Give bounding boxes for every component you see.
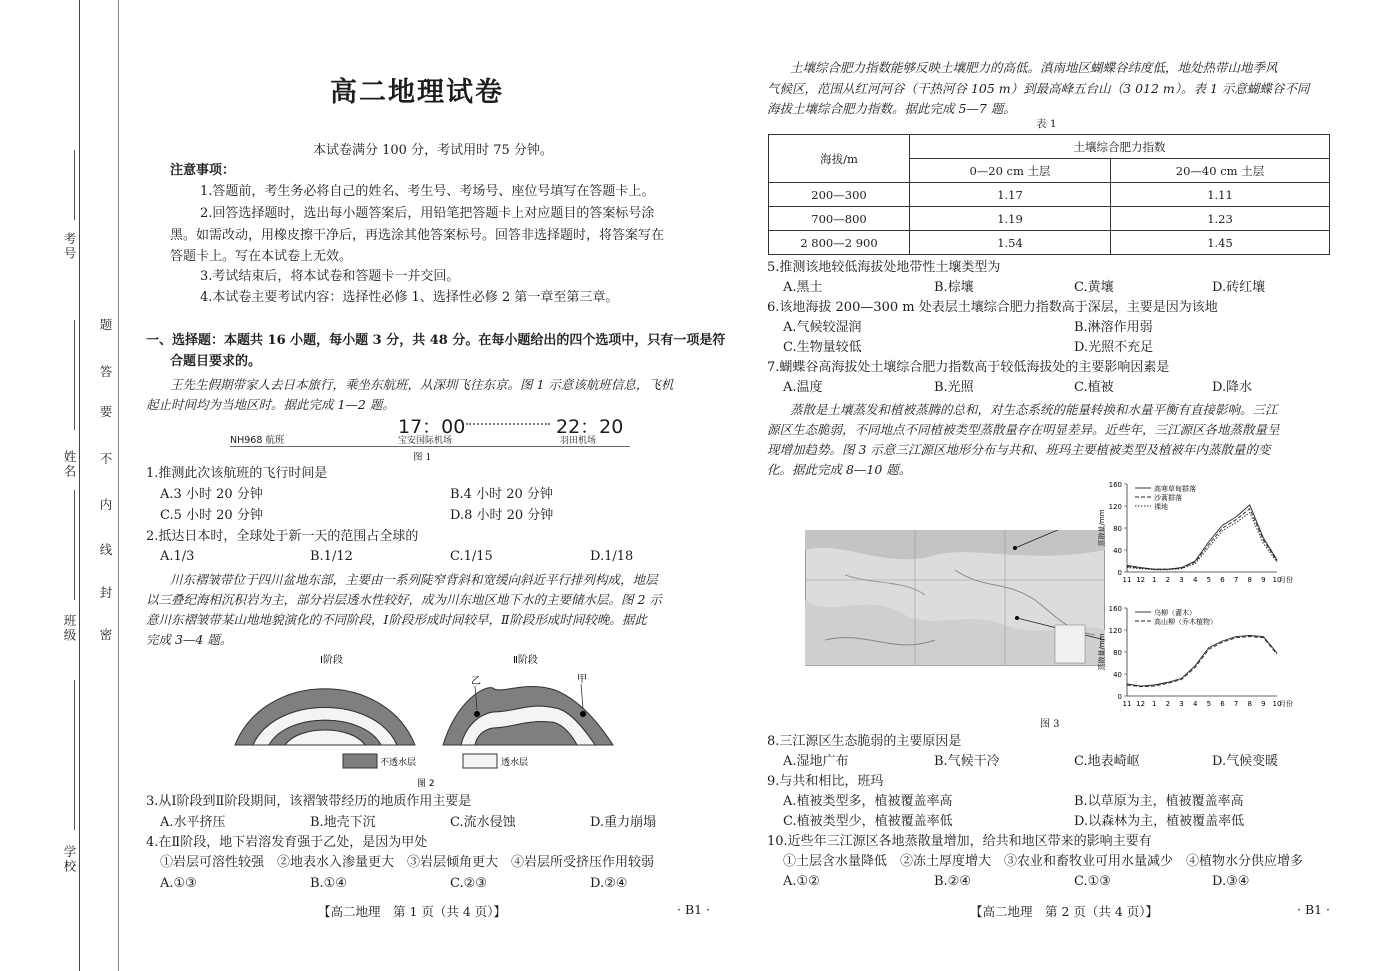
x-tick-label: 8 (1247, 576, 1252, 584)
name-label: 姓名 (62, 450, 77, 479)
x-tick-label: 6 (1220, 576, 1225, 584)
y-tick-label: 0 (1117, 693, 1122, 701)
binding-dotted-line (79, 0, 80, 971)
cell-altitude: 700—800 (769, 207, 910, 231)
q8-option-b[interactable]: B.气候干冷 (934, 754, 1000, 769)
q2-option-a[interactable]: A.1/3 (160, 549, 195, 564)
q1-option-d[interactable]: D.8 小时 20 分钟 (450, 508, 554, 523)
q7-option-a[interactable]: A.温度 (783, 380, 823, 395)
soil-fertility-table (768, 134, 1330, 255)
seal-char: 线 (98, 543, 113, 558)
cell-subsoil: 1.23 (1111, 207, 1330, 231)
legend-label: 裸地 (1154, 503, 1168, 511)
page-1-code: · B1 · (677, 902, 711, 917)
q2-option-b[interactable]: B.1/12 (310, 549, 353, 564)
x-tick-label: 11 (1122, 576, 1132, 584)
seal-char: 题 (98, 318, 113, 333)
note-line: 答题卡上。写在本试卷上无效。 (170, 249, 353, 264)
seal-char: 不 (98, 452, 113, 467)
q5-option-a[interactable]: A.黑土 (783, 280, 823, 295)
q5-option-c[interactable]: C.黄壤 (1074, 280, 1114, 295)
x-tick-label: 12 (1136, 576, 1146, 584)
stage-2-fold (443, 686, 613, 745)
q9-option-a[interactable]: A.植被类型多，植被覆盖率高 (783, 794, 953, 809)
note-line: 黑。如需改动，用橡皮擦干净后，再选涂其他答案标号。回答非选择题时，将答案写在 (170, 228, 665, 243)
point-jia (580, 711, 586, 717)
x-tick-label: 5 (1206, 700, 1212, 708)
q7-option-b[interactable]: B.光照 (934, 380, 974, 395)
x-tick-label: 5 (1206, 576, 1212, 584)
y-axis-label: 蒸散量/mm (1098, 509, 1106, 547)
y-tick-label: 120 (1108, 503, 1122, 511)
q1-option-a[interactable]: A.3 小时 20 分钟 (160, 487, 263, 502)
seal-char: 要 (98, 405, 113, 420)
cell-topsoil: 1.19 (910, 207, 1111, 231)
q8-option-c[interactable]: C.地表崎岖 (1074, 754, 1140, 769)
q9-stem: 9.与共和相比，班玛 (767, 774, 884, 789)
page-title: 高二地理试卷 (330, 77, 504, 108)
q6-option-b[interactable]: B.淋溶作用弱 (1074, 320, 1153, 335)
class-label: 班级 (62, 614, 77, 643)
intro-8-10-cont: 源区生态脆弱，不同地点不同植被类型蒸散量存在明显差异。近些年，三江源区各地蒸散量呈 (767, 422, 1280, 437)
q8-stem: 8.三江源区生态脆弱的主要原因是 (767, 734, 962, 749)
y-tick-label: 160 (1108, 481, 1122, 489)
q5-option-b[interactable]: B.棕壤 (934, 280, 974, 295)
exam-no-line[interactable] (74, 150, 75, 220)
intro-3-4-cont: 意川东褶皱带某山地地貌演化的不同阶段，Ⅰ阶段形成时间较早，Ⅱ阶段形成时间较晚。据此 (146, 612, 647, 627)
name-line[interactable] (74, 320, 75, 430)
q10-option-a[interactable]: A.①② (783, 874, 820, 889)
intro-5-7-cont: 海拔土壤综合肥力指数。据此完成 5—7 题。 (767, 101, 1016, 116)
q2-option-c[interactable]: C.1/15 (450, 549, 493, 564)
departure-airport: 宝安国际机场 (398, 436, 453, 446)
x-tick-label: 2 (1165, 576, 1171, 584)
cell-altitude: 2 800—2 900 (769, 231, 910, 255)
q10-items: ①土层含水量降低 ②冻土厚度增大 ③农业和畜牧业可用水量减少 ④植物水分供应增多 (783, 854, 1304, 869)
series-line (1127, 636, 1277, 687)
x-tick-label: 12 (1136, 700, 1146, 708)
legend-label: 乌柳（灌木） (1154, 609, 1196, 617)
q8-option-a[interactable]: A.湿地广布 (783, 754, 849, 769)
note-line: 2.回答选择题时，选出每小题答案后，用铅笔把答题卡上对应题目的答案标号涂 (200, 206, 655, 221)
page-1-footer: 【高二地理 第 1 页（共 4 页）】 (318, 904, 507, 919)
q1-stem: 1.推测此次该航班的飞行时间是 (146, 466, 328, 481)
y-tick-label: 80 (1113, 525, 1122, 533)
q5-option-d[interactable]: D.砖红壤 (1212, 280, 1266, 295)
cell-topsoil: 1.17 (910, 183, 1111, 207)
y-tick-label: 160 (1108, 605, 1122, 613)
table-row (769, 207, 1330, 231)
x-tick-label: 2 (1165, 700, 1171, 708)
binding-strip (0, 0, 140, 971)
page-2-footer: 【高二地理 第 2 页（共 4 页）】 (970, 904, 1159, 919)
departure-time: 17：00 (398, 416, 466, 438)
q7-option-c[interactable]: C.植被 (1074, 380, 1114, 395)
q10-option-d[interactable]: D.③④ (1212, 874, 1250, 889)
section-heading: 一、选择题：本题共 16 小题，每小题 3 分，共 48 分。在每小题给出的四个选项中，只有一项是符 (146, 333, 726, 348)
intro-5-7: 土壤综合肥力指数能够反映土壤肥力的高低。滇南地区蝴蝶谷纬度低，地处热带山地季风 (790, 60, 1278, 75)
q2-stem: 2.抵达日本时，全球处于新一天的范围占全球的 (146, 529, 419, 544)
legend-label: 高寒草甸群落 (1154, 485, 1196, 493)
map-legend (1055, 625, 1085, 663)
y-tick-label: 120 (1108, 627, 1122, 635)
page-2-code: · B1 · (1297, 902, 1331, 917)
q7-option-d[interactable]: D.降水 (1212, 380, 1253, 395)
header-subsoil: 20—40 cm 土层 (1111, 159, 1330, 183)
q3-option-d[interactable]: D.重力崩塌 (590, 815, 657, 830)
legend-label: 沙蒿群落 (1154, 494, 1182, 502)
cell-subsoil: 1.45 (1111, 231, 1330, 255)
legend-permeable-label: 透水层 (501, 758, 529, 768)
y-tick-label: 80 (1113, 649, 1122, 657)
cell-altitude: 200—300 (769, 183, 910, 207)
x-tick-label: 7 (1233, 700, 1239, 708)
q10-stem: 10.近些年三江源区各地蒸散量增加，给共和地区带来的影响主要有 (767, 834, 1152, 849)
header-altitude: 海拔/m (769, 135, 910, 183)
q9-option-d[interactable]: D.以森林为主，植被覆盖率低 (1074, 814, 1245, 829)
table-1-caption: 表 1 (1036, 118, 1057, 130)
header-topsoil: 0—20 cm 土层 (910, 159, 1111, 183)
seal-char: 密 (98, 628, 113, 643)
cell-topsoil: 1.54 (910, 231, 1111, 255)
series-line (1127, 513, 1277, 570)
x-tick-label: 9 (1261, 576, 1266, 584)
q10-option-b[interactable]: B.②④ (934, 874, 971, 889)
x-tick-label: 3 (1179, 700, 1184, 708)
figure-2-caption: 图 2 (417, 779, 435, 789)
y-tick-label: 40 (1113, 547, 1122, 555)
x-axis-label: 月份 (1279, 700, 1293, 708)
q1-option-b[interactable]: B.4 小时 20 分钟 (450, 487, 553, 502)
stage-1-label: Ⅰ阶段 (320, 655, 343, 666)
seal-line (118, 0, 119, 971)
note-line: 1.答题前，考生务必将自己的姓名、考生号、考场号、座位号填写在答题卡上。 (200, 184, 655, 199)
note-line: 4.本试卷主要考试内容：选择性必修 1、选择性必修 2 第一章至第三章。 (200, 290, 619, 305)
intro-1-2-cont: 起止时间均为当地区时。据此完成 1—2 题。 (146, 397, 395, 412)
x-tick-label: 6 (1220, 700, 1225, 708)
school-line[interactable] (74, 680, 75, 830)
legend-permeable-swatch (463, 754, 497, 768)
q5-stem: 5.推测该地较低海拔处地带性土壤类型为 (767, 260, 1001, 275)
cell-subsoil: 1.11 (1111, 183, 1330, 207)
x-tick-label: 11 (1122, 700, 1132, 708)
x-tick-label: 3 (1179, 576, 1184, 584)
series-line (1127, 637, 1277, 687)
evapotranspiration-chart-gonghe (1095, 476, 1295, 592)
figure-1-caption: 图 1 (413, 452, 432, 463)
intro-8-10: 蒸散是土壤蒸发和植被蒸腾的总和，对生态系统的能量转换和水量平衡有直接影响。三江 (790, 402, 1278, 417)
y-tick-label: 40 (1113, 671, 1122, 679)
header-fertility-index: 土壤综合肥力指数 (910, 135, 1330, 159)
x-tick-label: 7 (1233, 576, 1239, 584)
legend-impermeable-label: 不透水层 (380, 758, 417, 768)
label-jia: 甲 (577, 674, 587, 685)
q4-items: ①岩层可溶性较强 ②地表水入渗量更大 ③岩层倾角更大 ④岩层所受挤压作用较弱 (160, 855, 655, 870)
note-line: 3.考试结束后，将本试卷和答题卡一并交回。 (200, 269, 460, 284)
arrival-airport: 羽田机场 (560, 436, 597, 446)
figure-3-caption: 图 3 (1040, 719, 1060, 730)
q7-stem: 7.蝴蝶谷高海拔处土壤综合肥力指数高于较低海拔处的主要影响因素是 (767, 360, 1170, 375)
figure-1 (230, 412, 630, 464)
intro-3-4: 川东褶皱带位于四川盆地东部，主要由一系列陡窄背斜和宽缓向斜近平行排列构成，地层 (170, 572, 658, 587)
seal-char: 内 (98, 498, 113, 513)
x-tick-label: 8 (1247, 700, 1252, 708)
q3-option-b[interactable]: B.地壳下沉 (310, 815, 376, 830)
intro-1-2: 王先生假期带家人去日本旅行，乘坐东航班，从深圳飞往东京。图 1 示意该航班信息，飞机 (170, 377, 674, 392)
table-row (769, 231, 1330, 255)
intro-5-7-cont: 气候区，范围从红河河谷（干热河谷 105 m）到最高峰五台山（3 012 m）。表 1 示意蝴蝶谷不同 (767, 81, 1310, 96)
q4-option-d[interactable]: D.②④ (590, 876, 628, 891)
seal-char: 封 (98, 586, 113, 601)
stage-1-fold (235, 689, 415, 745)
q4-stem: 4.在Ⅱ阶段，地下岩溶发育强于乙处，是因为甲处 (146, 835, 428, 850)
intro-3-4-cont: 以三叠纪海相沉积岩为主，部分岩层透水性较好，成为川东地区地下水的主要储水层。图 2 示 (146, 592, 662, 607)
notes-title: 注意事项： (170, 163, 236, 178)
y-axis-label: 蒸散量/mm (1098, 633, 1106, 671)
table-row (769, 183, 1330, 207)
label-yi: 乙 (471, 676, 481, 687)
q4-option-c[interactable]: C.②③ (450, 876, 487, 891)
q10-option-c[interactable]: C.①③ (1074, 874, 1111, 889)
flight-path-line (466, 423, 550, 425)
intro-8-10-cont: 化。据此完成 8—10 题。 (767, 462, 912, 477)
series-line (1127, 509, 1277, 570)
q9-option-b[interactable]: B.以草原为主，植被覆盖率高 (1074, 794, 1244, 809)
q6-option-d[interactable]: D.光照不充足 (1074, 340, 1154, 355)
flight-number: NH968 航班 (230, 435, 285, 446)
x-tick-label: 1 (1152, 576, 1157, 584)
x-tick-label: 1 (1152, 700, 1157, 708)
y-tick-label: 0 (1117, 569, 1122, 577)
point-yi (474, 711, 480, 717)
legend-label: 高山柳（乔木植物） (1154, 618, 1217, 626)
series-line (1127, 505, 1277, 569)
q6-stem: 6.该地海拔 200—300 m 处表层土壤综合肥力指数高于深层，主要是因为该地 (767, 300, 1218, 315)
flight-divider (230, 446, 630, 447)
q9-option-c[interactable]: C.植被类型少，植被覆盖率低 (783, 814, 953, 829)
arrival-time: 22：20 (556, 416, 624, 438)
q3-stem: 3.从Ⅰ阶段到Ⅱ阶段期间，该褶皱带经历的地质作用主要是 (146, 794, 472, 809)
full-score-note: 本试卷满分 100 分，考试用时 75 分钟。 (313, 143, 553, 158)
intro-8-10-cont: 现增加趋势。图 3 示意三江源区地形分布与共和、班玛主要植被类型及植被年内蒸散量的变 (767, 442, 1271, 457)
x-tick-label: 4 (1192, 576, 1198, 584)
q4-option-b[interactable]: B.①④ (310, 876, 347, 891)
q3-option-a[interactable]: A.水平挤压 (160, 815, 226, 830)
intro-3-4-cont: 完成 3—4 题。 (146, 632, 233, 647)
q6-option-c[interactable]: C.生物量较低 (783, 340, 862, 355)
school-label: 学校 (62, 845, 77, 874)
q6-option-a[interactable]: A.气候较湿润 (783, 320, 862, 335)
x-tick-label: 10 (1272, 700, 1282, 708)
q1-option-c[interactable]: C.5 小时 20 分钟 (160, 508, 263, 523)
x-axis-label: 月份 (1279, 576, 1293, 584)
stage-2-label: Ⅱ阶段 (513, 655, 538, 666)
section-heading-cont: 合题目要求的。 (170, 354, 262, 369)
q3-option-c[interactable]: C.流水侵蚀 (450, 815, 516, 830)
class-line[interactable] (74, 490, 75, 600)
figure-2 (225, 650, 635, 790)
seal-char: 答 (98, 365, 113, 380)
x-tick-label: 4 (1192, 700, 1198, 708)
x-tick-label: 10 (1272, 576, 1282, 584)
evapotranspiration-chart-banma (1095, 600, 1295, 716)
q2-option-d[interactable]: D.1/18 (590, 549, 634, 564)
legend-impermeable-swatch (343, 754, 377, 768)
x-tick-label: 9 (1261, 700, 1266, 708)
terrain-map (805, 530, 1105, 670)
q8-option-d[interactable]: D.气候变暖 (1212, 754, 1279, 769)
q4-option-a[interactable]: A.①③ (160, 876, 197, 891)
exam-no-label: 考号 (62, 232, 77, 261)
